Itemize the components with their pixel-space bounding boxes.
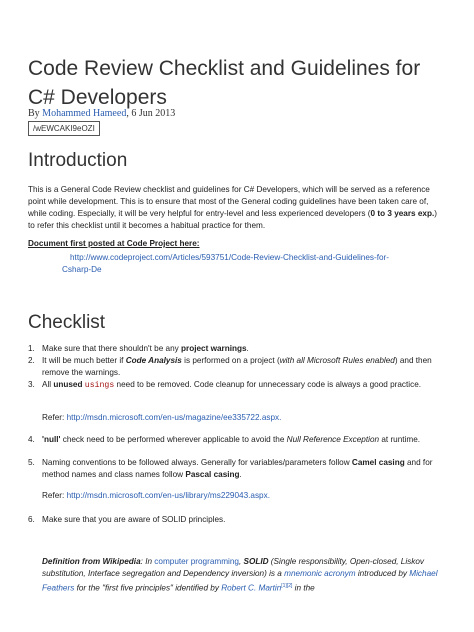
codeproject-link[interactable]: http://www.codeproject.com/Articles/593751/Code-Review-Checklist-and-Guidelines-for- Csharp-De (62, 253, 389, 274)
item-number: 3. (28, 380, 35, 389)
refer-line: Refer: http://msdn.microsoft.com/en-us/library/ms229043.aspx. (42, 491, 270, 500)
computer-programming-link[interactable]: computer programming (154, 557, 239, 566)
item-number: 6. (28, 515, 35, 524)
byline-prefix: By (28, 108, 43, 119)
byline (28, 108, 175, 119)
author-link[interactable]: Mohammed Hameed (42, 108, 127, 119)
usings-code: usings (84, 381, 115, 390)
checklist-heading: Checklist (28, 312, 106, 333)
document-page: Code Review Checklist and Guidelines for C# Developers By Mohammed Hameed, 6 Jun 2013 /wEWCAKI9eOZI Introduction This is a General Code Review checklist and guidelines for C# Developers, which will be served as a reference point while development. This is to ensure that most of the General coding guidelines have been taken care of, while coding. Especially, it will be very helpful for entry-level and less experienced developers (0 to 3 years exp.) to refer this checklist until it becomes a habitual practice for them. Document first posted at Code Project here: http://www.codeproject.com/Articles/593751/Code-Review-Checklist-and-Guidelines-for- Csharp-De Checklist 1. Make sure that there shouldn't be any project warnings. 2. It will be much better if Code Analysis is performed on a project (with all Microsoft Rules enabled) and then remove the warnings. 3. All unused usings need to be removed. Code cleanup for unnecessary code is always a good practice. Refer: http://msdn.microsoft.com/en-us/magazine/ee335722.aspx. 4. 'null' check need to be performed wherever applicable to avoid the Null Reference Exception at runtime. 5. Naming conventions to be followed always. Generally for variables/parameters follow Camel casing and for method names and class names follow Pascal casing. Refer: http://msdn.microsoft.com/en-us/library/ms229043.aspx. 6. Make sure that you are aware of SOLID principles. Definition from Wikipedia: In computer programming, SOLID (Single responsibility, Open-closed, Liskov substitution, Interface segregation and Dependency inversion) is a mnemonic acronym introduced by Michael Feathers for the "first five principles" identified by Robert C. Martin[1][2] in the (0, 0, 474, 632)
document-posted-label: Document first posted at Code Project here: (28, 239, 200, 248)
experience-range: 0 to 3 years exp. (370, 209, 435, 218)
msdn-library-link[interactable]: http://msdn.microsoft.com/en-us/library/ms229043.aspx. (66, 491, 270, 500)
item-number: 1. (28, 344, 35, 353)
intro-paragraph: This is a General Code Review checklist and guidelines for C# Developers, which will be served as a reference point while development. This is to ensure that most of the General coding guidelines have been taken care of, while coding. Especially, it will be very helpful for entry-level and less experienced developers (0 to 3 years exp.) to refer this checklist until it becomes a habitual practice for them. (28, 185, 437, 230)
refer-line: Refer: http://msdn.microsoft.com/en-us/magazine/ee335722.aspx. (42, 413, 282, 422)
tag-code-box: /wEWCAKI9eOZI (28, 121, 100, 136)
robert-martin-link[interactable]: Robert C. Martin (221, 583, 282, 593)
msdn-magazine-link[interactable]: http://msdn.microsoft.com/en-us/magazine/ee335722.aspx. (66, 413, 282, 422)
michael-feathers-link[interactable]: Michael Feathers (42, 569, 438, 593)
wikipedia-definition: Definition from Wikipedia: In computer programming, SOLID (Single responsibility, Open-closed, Liskov substitution, Interface segregation and Dependency inversion) is a mnemonic acronym introduced by Michael Feathers for the "first five principles" identified by Robert C. Martin[1][2] in the (42, 557, 438, 593)
page-title: Code Review Checklist and Guidelines for C# Developers (28, 57, 421, 109)
mnemonic-acronym-link[interactable]: mnemonic acronym (284, 569, 356, 578)
introduction-heading: Introduction (28, 150, 128, 171)
item-number: 5. (28, 458, 35, 467)
item-number: 4. (28, 435, 35, 444)
item-number: 2. (28, 356, 35, 365)
citation-links[interactable]: [1][2] (281, 583, 293, 589)
publish-date: , 6 Jun 2013 (126, 108, 176, 119)
